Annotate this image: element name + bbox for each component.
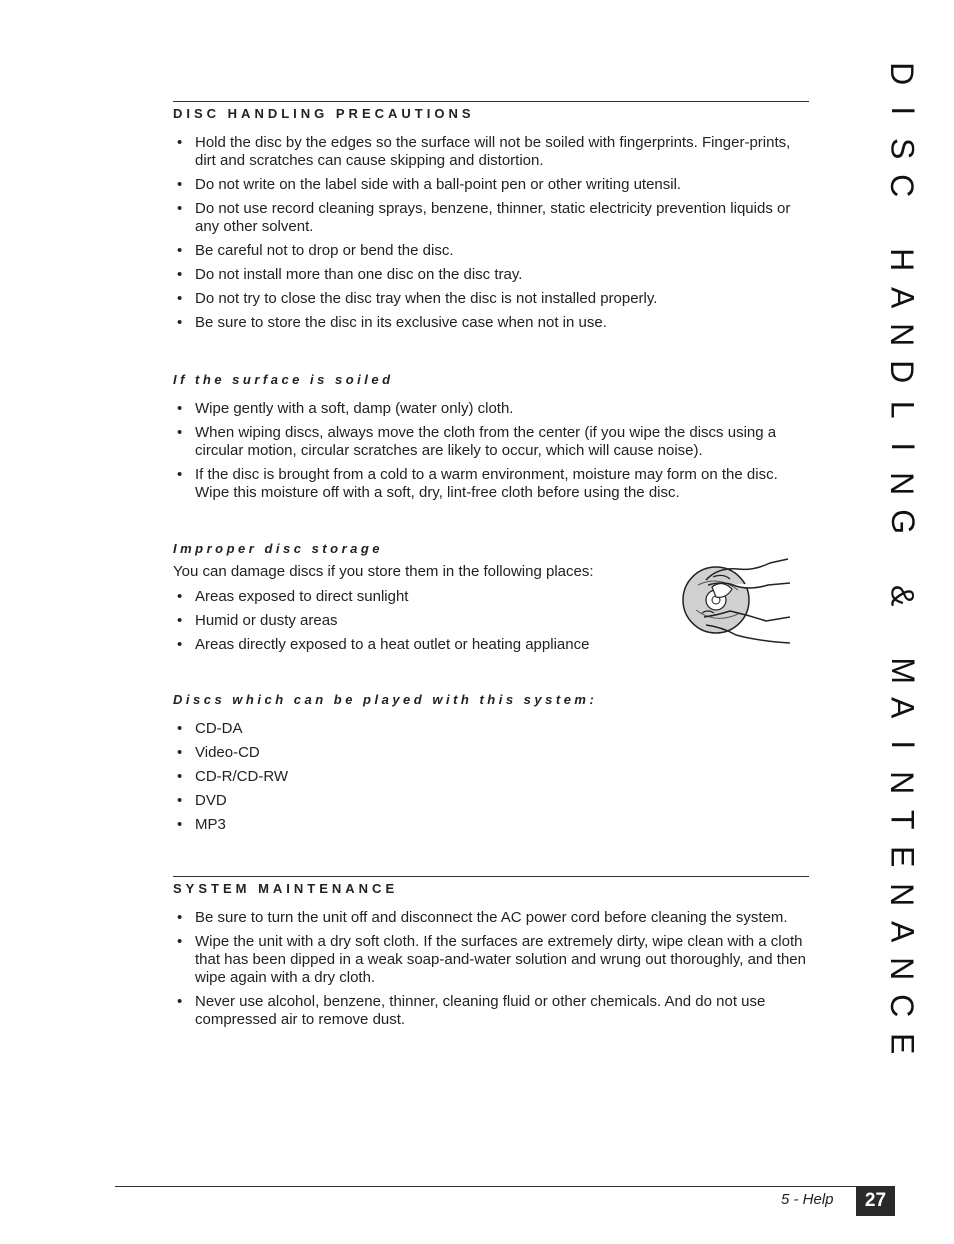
side-title-letter: A bbox=[884, 920, 921, 943]
list-item: • Be careful not to drop or bend the disc. bbox=[173, 242, 813, 260]
side-title-letter: E bbox=[884, 846, 921, 868]
section-heading: DISC HANDLING PRECAUTIONS bbox=[173, 106, 475, 121]
list-item: • DVD bbox=[173, 792, 813, 810]
subsection-heading: Discs which can be played with this system: bbox=[173, 692, 598, 707]
side-title-letter: L bbox=[884, 400, 921, 419]
list-item: • CD-R/CD-RW bbox=[173, 768, 813, 786]
side-title-letter: N bbox=[884, 957, 921, 981]
list-item: • Hold the disc by the edges so the surface will not be soiled with fingerprints. Finger-prints, dirt and scratches can cause skipping and distortion. bbox=[173, 134, 813, 170]
list-item: • Wipe the unit with a dry soft cloth. If the surfaces are extremely dirty, wipe clean with a cloth that has been dipped in a weak soap-and-water solution and wrung out thoroughly, and then wipe again with a dry cloth. bbox=[173, 933, 813, 987]
side-title-letter: S bbox=[884, 137, 921, 159]
side-title-letter: N bbox=[884, 882, 921, 906]
section-rule bbox=[173, 876, 809, 877]
page-number: 27 bbox=[856, 1186, 895, 1216]
side-title-letter bbox=[883, 554, 920, 563]
side-title-letter: N bbox=[884, 472, 921, 496]
side-title bbox=[882, 55, 922, 1062]
side-title-letter: T bbox=[884, 809, 921, 830]
section-heading: SYSTEM MAINTENANCE bbox=[173, 881, 399, 896]
list-item: • CD-DA bbox=[173, 720, 813, 738]
list-item: • Never use alcohol, benzene, thinner, cleaning fluid or other chemicals. And do not use compressed air to remove dust. bbox=[173, 993, 813, 1029]
side-title-letter: M bbox=[884, 657, 921, 684]
list-item: • Do not install more than one disc on the disc tray. bbox=[173, 266, 813, 284]
side-title-letter bbox=[883, 629, 920, 638]
side-title-letter: N bbox=[884, 323, 921, 347]
footer-rule bbox=[115, 1186, 895, 1187]
list-item: • Do not write on the label side with a ball-point pen or other writing utensil. bbox=[173, 176, 813, 194]
list-item: • Humid or dusty areas bbox=[173, 612, 633, 630]
side-title-letter: I bbox=[884, 106, 921, 116]
list-item: • If the disc is brought from a cold to a warm environment, moisture may form on the disc. Wipe this moisture off with a soft, dry, lint-free cloth before using the disc. bbox=[173, 466, 813, 502]
side-title-letter: D bbox=[884, 360, 921, 384]
side-title-letter: C bbox=[884, 173, 921, 198]
list-item: • MP3 bbox=[173, 816, 813, 834]
storage-list bbox=[173, 588, 633, 660]
list-item: • Areas directly exposed to a heat outlet or heating appliance bbox=[173, 636, 633, 654]
section-rule bbox=[173, 101, 809, 102]
list-item: • Video-CD bbox=[173, 744, 813, 762]
list-item: • Be sure to store the disc in its exclusive case when not in use. bbox=[173, 314, 813, 332]
maintenance-list bbox=[173, 909, 813, 1035]
list-item: • Do not use record cleaning sprays, benzene, thinner, static electricity prevention liquids or any other solvent. bbox=[173, 200, 813, 236]
side-title-letter: D bbox=[884, 62, 921, 86]
side-title-letter: C bbox=[884, 994, 921, 1018]
subsection-heading: If the surface is soiled bbox=[173, 372, 394, 387]
precautions-list bbox=[173, 134, 813, 338]
side-title-letter: & bbox=[884, 585, 921, 607]
list-item: • Do not try to close the disc tray when the disc is not installed properly. bbox=[173, 290, 813, 308]
side-title-letter: G bbox=[884, 508, 921, 534]
list-item: • When wiping discs, always move the cloth from the center (if you wipe the discs using a circular motion, circular scratches are likely to occur, which will cause noise). bbox=[173, 424, 813, 460]
footer-section-label: 5 - Help bbox=[781, 1191, 834, 1208]
soiled-list bbox=[173, 400, 813, 508]
side-title-letter: A bbox=[884, 286, 921, 309]
playable-list bbox=[173, 720, 813, 840]
list-item: • Be sure to turn the unit off and disconnect the AC power cord before cleaning the system. bbox=[173, 909, 813, 927]
side-title-letter bbox=[883, 218, 920, 227]
side-title-letter: I bbox=[884, 442, 921, 452]
disc-cleaning-illustration bbox=[678, 555, 793, 650]
side-title-letter: I bbox=[884, 740, 921, 750]
list-item: • Wipe gently with a soft, damp (water only) cloth. bbox=[173, 400, 813, 418]
subsection-heading: Improper disc storage bbox=[173, 541, 384, 556]
side-title-letter: H bbox=[884, 248, 921, 272]
side-title-letter: E bbox=[884, 1032, 921, 1055]
side-title-letter: N bbox=[884, 770, 921, 794]
side-title-letter: A bbox=[884, 697, 921, 719]
list-item: • Areas exposed to direct sunlight bbox=[173, 588, 633, 606]
storage-intro: You can damage discs if you store them in the following places: bbox=[173, 563, 594, 580]
